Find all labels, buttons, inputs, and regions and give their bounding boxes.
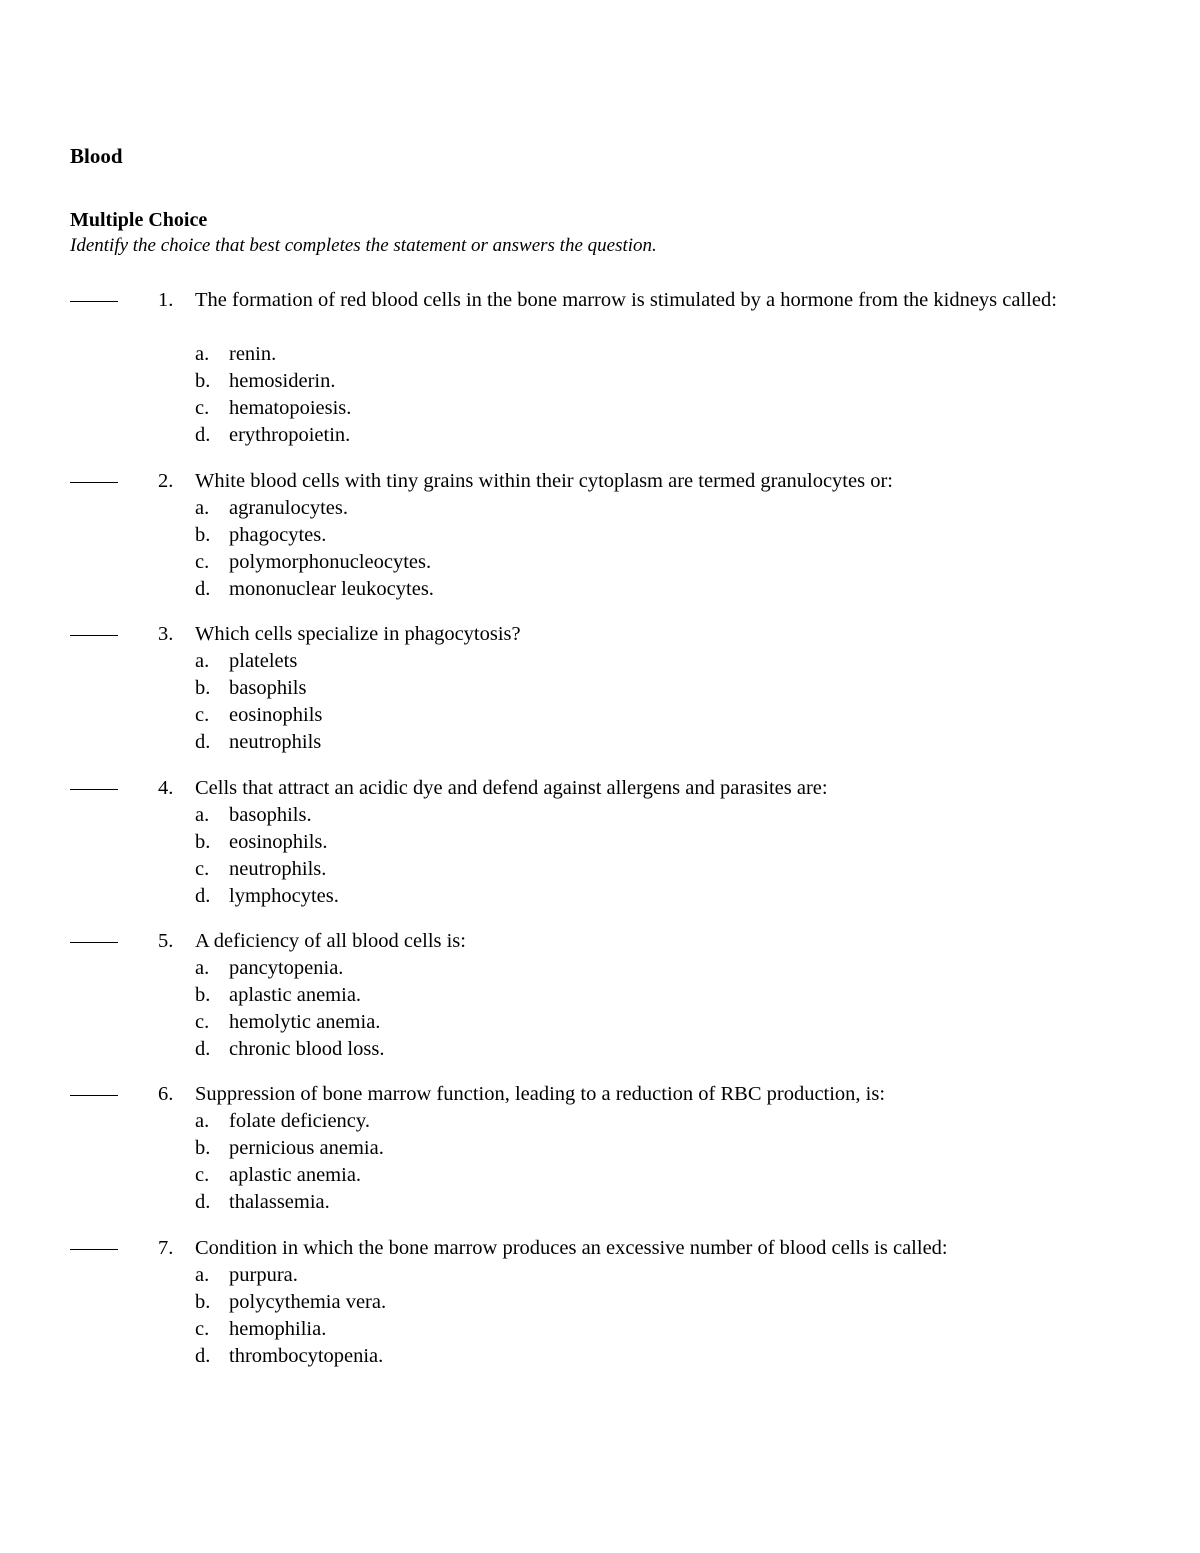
choice-c [195,856,1095,883]
choice-c [195,1009,1095,1036]
section-instructions: Identify the choice that best completes the statement or answers the question. [70,235,657,256]
choice-text: neutrophils [229,731,322,753]
choice-text: eosinophils. [229,831,328,853]
choice-d [195,1189,1095,1216]
choice-letter: c. [195,858,210,880]
choice-a [195,341,1095,368]
choice-text: erythropoietin. [229,424,351,446]
choice-text: platelets [229,650,298,672]
choice-text: polymorphonucleocytes. [229,551,432,573]
choice-letter: c. [195,551,210,573]
choice-a [195,495,1095,522]
choice-b [195,522,1095,549]
choice-d [195,729,1095,756]
choice-d [195,883,1095,910]
answer-blank [70,1095,118,1096]
choice-letter: a. [195,804,210,826]
choice-text: hemophilia. [229,1318,327,1340]
question-stem: Which cells specialize in phagocytosis? [195,623,521,645]
document-title: Blood [70,144,123,168]
choice-text: phagocytes. [229,524,327,546]
choice-letter: c. [195,1164,210,1186]
answer-blank [70,635,118,636]
choice-letter: d. [195,578,211,600]
answer-blank [70,789,118,790]
question-number: 1. [158,289,174,311]
question-number: 3. [158,623,174,645]
choice-d [195,576,1095,603]
choice-d [195,1343,1095,1370]
choice-d [195,422,1095,449]
choice-letter: a. [195,1264,210,1286]
choice-letter: b. [195,677,211,699]
choice-letter: c. [195,1011,210,1033]
choice-a [195,1108,1095,1135]
choice-c [195,702,1095,729]
choice-text: basophils. [229,804,312,826]
choice-c [195,1162,1095,1189]
choice-letter: b. [195,831,211,853]
choice-text: thalassemia. [229,1191,330,1213]
choice-letter: b. [195,984,211,1006]
choice-text: basophils [229,677,307,699]
choice-letter: a. [195,1110,210,1132]
answer-blank [70,1249,118,1250]
choice-letter: d. [195,1191,211,1213]
choice-c [195,1316,1095,1343]
choice-text: purpura. [229,1264,298,1286]
choice-letter: b. [195,1137,211,1159]
choice-b [195,368,1095,395]
choice-a [195,1262,1095,1289]
choice-text: agranulocytes. [229,497,348,519]
choice-letter: d. [195,885,211,907]
choice-d [195,1036,1095,1063]
choice-a [195,648,1095,675]
question-stem: A deficiency of all blood cells is: [195,930,466,952]
choice-text: hemolytic anemia. [229,1011,381,1033]
question-stem: White blood cells with tiny grains within their cytoplasm are termed granulocytes or: [195,470,893,492]
choice-letter: c. [195,1318,210,1340]
question-number: 5. [158,930,174,952]
choice-a [195,802,1095,829]
choice-text: hematopoiesis. [229,397,352,419]
choice-letter: d. [195,1038,211,1060]
question-stem: Cells that attract an acidic dye and defend against allergens and parasites are: [195,777,828,799]
choice-a [195,955,1095,982]
choice-text: renin. [229,343,277,365]
choice-text: pancytopenia. [229,957,344,979]
choice-text: thrombocytopenia. [229,1345,384,1367]
choice-text: chronic blood loss. [229,1038,385,1060]
choice-letter: c. [195,397,210,419]
choice-letter: d. [195,424,211,446]
answer-blank [70,942,118,943]
choice-letter: b. [195,370,211,392]
question-number: 6. [158,1083,174,1105]
choice-letter: b. [195,524,211,546]
choice-text: eosinophils [229,704,323,726]
choice-letter: a. [195,497,210,519]
choice-b [195,1289,1095,1316]
choice-text: neutrophils. [229,858,327,880]
question-number: 7. [158,1237,174,1259]
choice-b [195,675,1095,702]
choice-text: pernicious anemia. [229,1137,384,1159]
question-stem: Condition in which the bone marrow produces an excessive number of blood cells is called: [195,1237,948,1259]
choice-b [195,829,1095,856]
choice-text: hemosiderin. [229,370,336,392]
answer-blank [70,482,118,483]
choice-letter: a. [195,343,210,365]
choice-text: lymphocytes. [229,885,339,907]
choice-letter: c. [195,704,210,726]
question-stem: The formation of red blood cells in the bone marrow is stimulated by a hormone from the kidneys called: [195,289,1057,311]
question-number: 4. [158,777,174,799]
choice-letter: d. [195,731,211,753]
choice-text: folate deficiency. [229,1110,370,1132]
question-stem: Suppression of bone marrow function, leading to a reduction of RBC production, is: [195,1083,886,1105]
answer-blank [70,301,118,302]
choice-letter: b. [195,1291,211,1313]
question-number: 2. [158,470,174,492]
choice-b [195,1135,1095,1162]
choice-b [195,982,1095,1009]
choice-letter: a. [195,957,210,979]
choice-letter: d. [195,1345,211,1367]
choice-c [195,395,1095,422]
choice-letter: a. [195,650,210,672]
choice-text: polycythemia vera. [229,1291,387,1313]
choice-c [195,549,1095,576]
choice-text: aplastic anemia. [229,984,362,1006]
section-heading: Multiple Choice [70,209,208,231]
choice-text: mononuclear leukocytes. [229,578,434,600]
choice-text: aplastic anemia. [229,1164,362,1186]
